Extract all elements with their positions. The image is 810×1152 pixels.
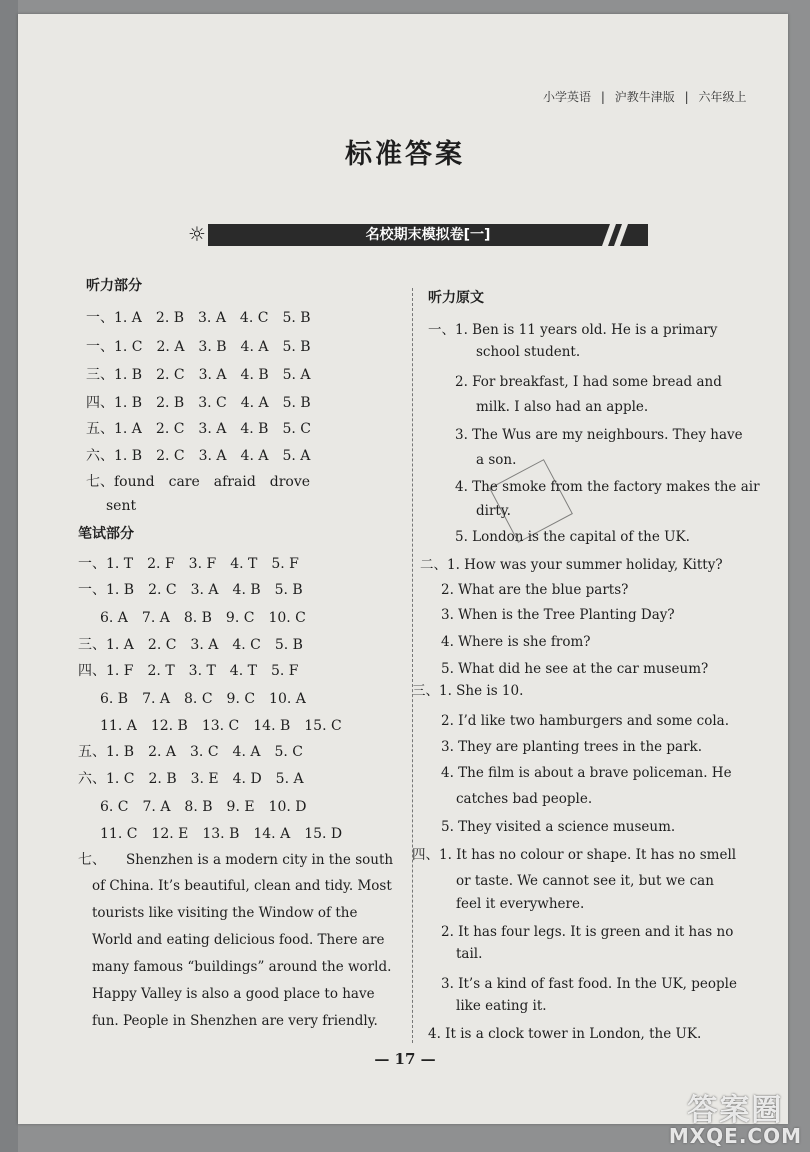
writing-answer-line: 一、1. T 2. F 3. F 4. T 5. F	[78, 556, 299, 572]
watermark-line-1: 答案圈	[687, 1093, 784, 1128]
writing-answer-line: 五、1. B 2. A 3. C 4. A 5. C	[78, 744, 303, 760]
transcript-section-title: 听力原文	[428, 290, 484, 306]
writing-answer-line: 六、1. C 2. B 3. E 4. D 5. A	[78, 771, 304, 787]
listening-answer-line: 四、1. B 2. B 3. C 4. A 5. B	[86, 395, 311, 411]
listening-answer-line: 三、1. B 2. C 3. A 4. B 5. A	[86, 367, 311, 383]
transcript-line: 2. What are the blue parts?	[441, 582, 629, 598]
writing-answer-line: 三、1. A 2. C 3. A 4. C 5. B	[78, 637, 303, 653]
writing-answer-line: 一、1. B 2. C 3. A 4. B 5. B	[78, 582, 303, 598]
header-subject: 小学英语	[543, 90, 592, 104]
transcript-line: 4. Where is she from?	[441, 634, 591, 650]
essay-line: tourists like visiting the Window of the	[92, 905, 358, 921]
transcript-line: or taste. We cannot see it, but we can	[456, 873, 714, 889]
transcript-line: 4. It is a clock tower in London, the UK.	[428, 1026, 702, 1042]
listening-answer-line: 一、1. C 2. A 3. B 4. A 5. B	[86, 339, 311, 355]
writing-answer-line: 11. A 12. B 13. C 14. B 15. C	[100, 718, 342, 734]
transcript-line: 4. The film is about a brave policeman. He	[441, 765, 732, 781]
header-edition: 沪教牛津版	[614, 90, 675, 104]
watermark-line-2: MXQE.COM	[668, 1124, 802, 1148]
transcript-line: 2. I’d like two hamburgers and some cola.	[441, 713, 730, 729]
transcript-line: a son.	[476, 452, 517, 468]
writing-answer-line: 11. C 12. E 13. B 14. A 15. D	[100, 826, 343, 842]
essay-line: fun. People in Shenzhen are very friendly.	[92, 1013, 378, 1029]
transcript-line: 4. The smoke from the factory makes the air	[455, 479, 760, 495]
listening-answer-line: 一、1. A 2. B 3. A 4. C 5. B	[86, 310, 311, 326]
header-sep-2: |	[684, 90, 689, 104]
transcript-line: 三、1. She is 10.	[412, 683, 524, 699]
essay-line: Happy Valley is also a good place to have	[92, 986, 375, 1002]
writing-section-title: 笔试部分	[78, 526, 134, 542]
lightbulb-icon: ☼	[188, 222, 206, 246]
column-divider	[412, 288, 413, 1043]
transcript-line: school student.	[476, 344, 581, 360]
site-watermark	[668, 1093, 802, 1148]
transcript-line: 四、1. It has no colour or shape. It has no smell	[412, 847, 737, 863]
transcript-line: 5. What did he see at the car museum?	[441, 661, 709, 677]
transcript-line: 3. When is the Tree Planting Day?	[441, 607, 675, 623]
transcript-line: tail.	[456, 946, 483, 962]
page-header	[540, 88, 749, 105]
transcript-line: like eating it.	[456, 998, 547, 1014]
transcript-line: 2. It has four legs. It is green and it has no	[441, 924, 734, 940]
listening-answer-line: 七、found care afraid drove	[86, 474, 311, 490]
header-grade: 六年级上	[698, 90, 747, 104]
essay-line: of China. It’s beautiful, clean and tidy. Most	[92, 878, 392, 894]
listening-section-title: 听力部分	[86, 278, 142, 294]
transcript-line: milk. I also had an apple.	[476, 399, 649, 415]
essay-label: 七、	[78, 852, 106, 868]
essay-line: World and eating delicious food. There are	[92, 932, 385, 948]
transcript-line: 3. They are planting trees in the park.	[441, 739, 703, 755]
transcript-line: 一、1. Ben is 11 years old. He is a primary	[428, 322, 718, 338]
listening-answer-line: sent	[106, 498, 137, 514]
listening-answer-line: 六、1. B 2. C 3. A 4. A 5. A	[86, 448, 311, 464]
transcript-line: feel it everywhere.	[456, 896, 585, 912]
section-banner	[186, 218, 648, 252]
writing-answer-line: 四、1. F 2. T 3. T 4. T 5. F	[78, 663, 299, 679]
writing-answer-line: 6. C 7. A 8. B 9. E 10. D	[100, 799, 307, 815]
transcript-line: 5. They visited a science museum.	[441, 819, 676, 835]
writing-answer-line: 6. B 7. A 8. C 9. C 10. A	[100, 691, 306, 707]
transcript-line: 5. London is the capital of the UK.	[455, 529, 690, 545]
writing-answer-line: 6. A 7. A 8. B 9. C 10. C	[100, 610, 306, 626]
transcript-line: 二、1. How was your summer holiday, Kitty?	[420, 557, 723, 573]
transcript-line: 3. The Wus are my neighbours. They have	[455, 427, 743, 443]
transcript-line: 2. For breakfast, I had some bread and	[455, 374, 722, 390]
listening-answer-line: 五、1. A 2. C 3. A 4. B 5. C	[86, 421, 311, 437]
banner-label: 名校期末模拟卷[一]	[365, 227, 491, 243]
transcript-line: dirty.	[476, 503, 511, 519]
page-number: — 17 —	[374, 1050, 436, 1068]
essay-first-line: Shenzhen is a modern city in the south	[126, 852, 394, 868]
transcript-line: catches bad people.	[456, 791, 593, 807]
page-title: 标准答案	[345, 139, 465, 170]
header-sep-1: |	[600, 90, 605, 104]
essay-line: many famous “buildings” around the world.	[92, 959, 392, 975]
scan-edge	[0, 0, 18, 1152]
transcript-line: 3. It’s a kind of fast food. In the UK, people	[441, 976, 737, 992]
